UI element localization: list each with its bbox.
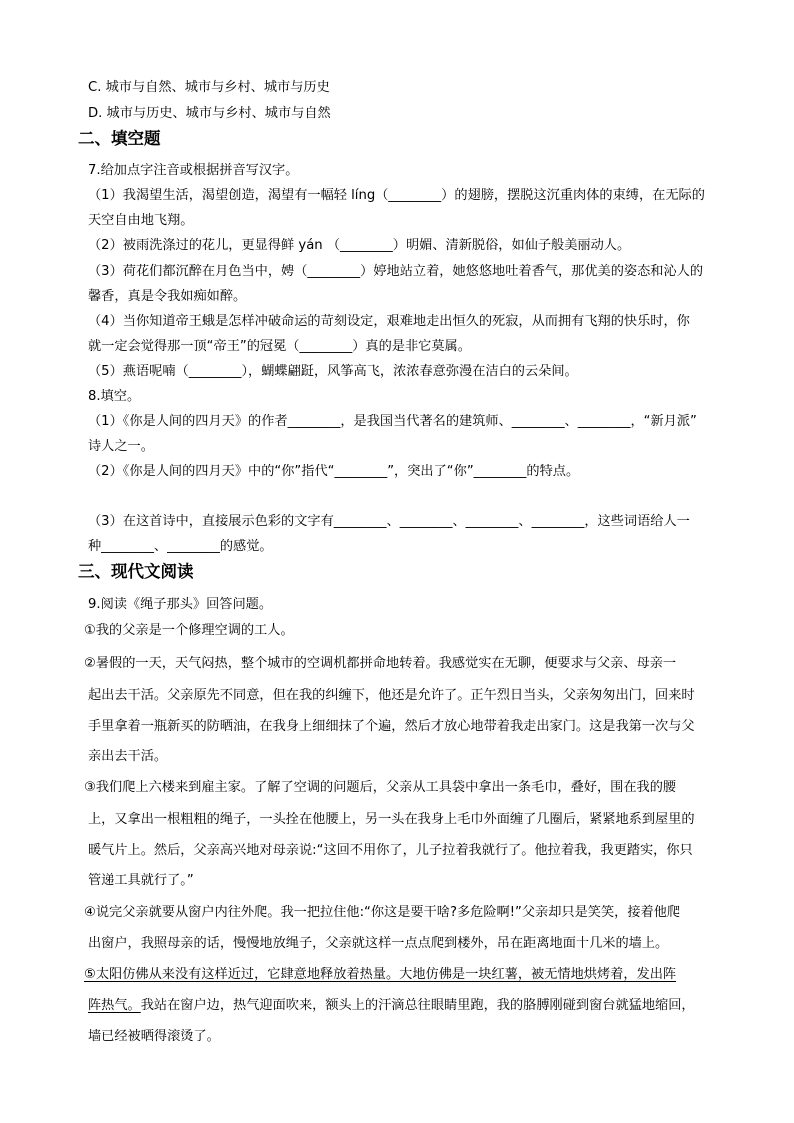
passage-paragraph-3-line3: 暖气片上。然后，父亲高兴地对母亲说:“这回不用你了，儿子拉着我就行了。他拉着我，我更踏实，你只 bbox=[88, 843, 693, 858]
q8-item3-line1: （3）在这首诗中，直接展示色彩的文字有________、________、________、________，这些词语给人一 bbox=[88, 514, 690, 529]
question-8-prompt: 8.填空。 bbox=[88, 389, 141, 404]
passage-paragraph-5-line1 bbox=[84, 967, 676, 983]
q8-item1-line1: （1）《你是人间的四月天》的作者________，是我国当代著名的建筑师、________、________，“新月派” bbox=[88, 414, 697, 429]
section-heading-reading: 三、现代文阅读 bbox=[78, 562, 194, 581]
q7-item4-line1: （4）当你知道帝王蛾是怎样冲破命运的苛刻设定，艰难地走出恒久的死寂，从而拥有飞翔的快乐时，你 bbox=[88, 314, 690, 329]
passage-paragraph-5-line3: 墙已经被晒得滚烫了。 bbox=[88, 1029, 220, 1044]
option-d: D. 城市与历史、城市与乡村、城市与自然 bbox=[88, 106, 331, 121]
q8-item1-line2: 诗人之一。 bbox=[88, 439, 154, 454]
passage-paragraph-3-line2: 上，又拿出一根粗粗的绳子，一头拴在他腰上，另一头在我身上毛巾外面缠了几圈后，紧紧地系到屋里的 bbox=[88, 812, 695, 827]
passage-paragraph-4-line1: ④说完父亲就要从窗户内往外爬。我一把拉住他:“你这是要干啥?多危险啊!”父亲却只是笑笑，接着他爬 bbox=[84, 905, 681, 920]
q8-item2: （2）《你是人间的四月天》中的“你”指代“________”，突出了“你”________的特点。 bbox=[88, 464, 580, 479]
section-heading-fill-in: 二、填空题 bbox=[78, 129, 161, 148]
q7-item1-line1: （1）我渴望生活，渴望创造，渴望有一幅轻 líng（________）的翅膀，摆脱这沉重肉体的束缚，在无际的 bbox=[88, 188, 705, 203]
q7-item1-line2: 天空自由地飞翔。 bbox=[88, 213, 194, 228]
passage-paragraph-2-line2: 起出去干活。父亲原先不同意，但在我的纠缠下，他还是允许了。正午烈日当头，父亲匆匆出门，回来时 bbox=[88, 688, 695, 703]
passage-paragraph-3-line4: 管递工具就行了。” bbox=[88, 873, 194, 888]
passage-paragraph-3-line1: ③我们爬上六楼来到雇主家。了解了空调的问题后，父亲从工具袋中拿出一条毛巾，叠好，围在我的腰 bbox=[84, 780, 677, 795]
question-9-prompt: 9.阅读《绳子那头》回答问题。 bbox=[88, 597, 273, 612]
q7-item4-line2: 就一定会觉得那一顶“帝王”的冠冕（________）真的是非它莫属。 bbox=[88, 339, 471, 354]
passage-paragraph-1: ①我的父亲是一个修理空调的工人。 bbox=[84, 623, 294, 638]
option-c: C. 城市与自然、城市与乡村、城市与历史 bbox=[88, 80, 330, 95]
passage-paragraph-2-line1: ②暑假的一天，天气闷热，整个城市的空调机都拼命地转着。我感觉实在无聊，便要求与父亲、母亲一 bbox=[84, 656, 677, 671]
passage-paragraph-2-line3: 手里拿着一瓶新买的防晒油，在我身上细细抹了个遍，然后才放心地带着我走出家门。这是我第一次与父 bbox=[88, 719, 695, 734]
passage-paragraph-2-line4: 亲出去干活。 bbox=[88, 749, 168, 764]
passage-paragraph-5-line2 bbox=[88, 998, 695, 1014]
q7-item3-line1: （3）荷花们都沉醉在月色当中，娉（________）婷地站立着，她悠悠地吐着香气，那优美的姿态和沁人的 bbox=[88, 264, 704, 279]
q7-item2: （2）被雨洗涤过的花儿，更显得鲜 yán （________）明媚、清新脱俗，如仙子般美丽动人。 bbox=[88, 238, 631, 253]
q7-item3-line2: 馨香，真是令我如痴如醉。 bbox=[88, 289, 247, 304]
underlined-sentence-part1: ⑤太阳仿佛从来没有这样近过，它肆意地释放着热量。大地仿佛是一块红薯，被无情地烘烤着，发出阵 bbox=[84, 967, 677, 982]
q7-item5: （5）燕语呢喃（________），蝴蝶翩跹，风筝高飞，浓浓春意弥漫在洁白的云朵间。 bbox=[88, 364, 578, 379]
q8-item3-line2: 种________、________的感觉。 bbox=[88, 539, 273, 554]
paragraph-5-line2-rest: 我站在窗户边，热气迎面吹来，额头上的汗滴总往眼睛里跑，我的胳膊刚碰到窗台就猛地缩回， bbox=[140, 998, 695, 1013]
passage-paragraph-4-line2: 出窗户，我照母亲的话，慢慢地放绳子，父亲就这样一点点爬到楼外，吊在距离地面十几米的墙上。 bbox=[88, 936, 669, 951]
question-7-prompt: 7.给加点字注音或根据拼音写汉字。 bbox=[88, 163, 299, 178]
underlined-sentence-part2: 阵热气。 bbox=[88, 998, 141, 1013]
